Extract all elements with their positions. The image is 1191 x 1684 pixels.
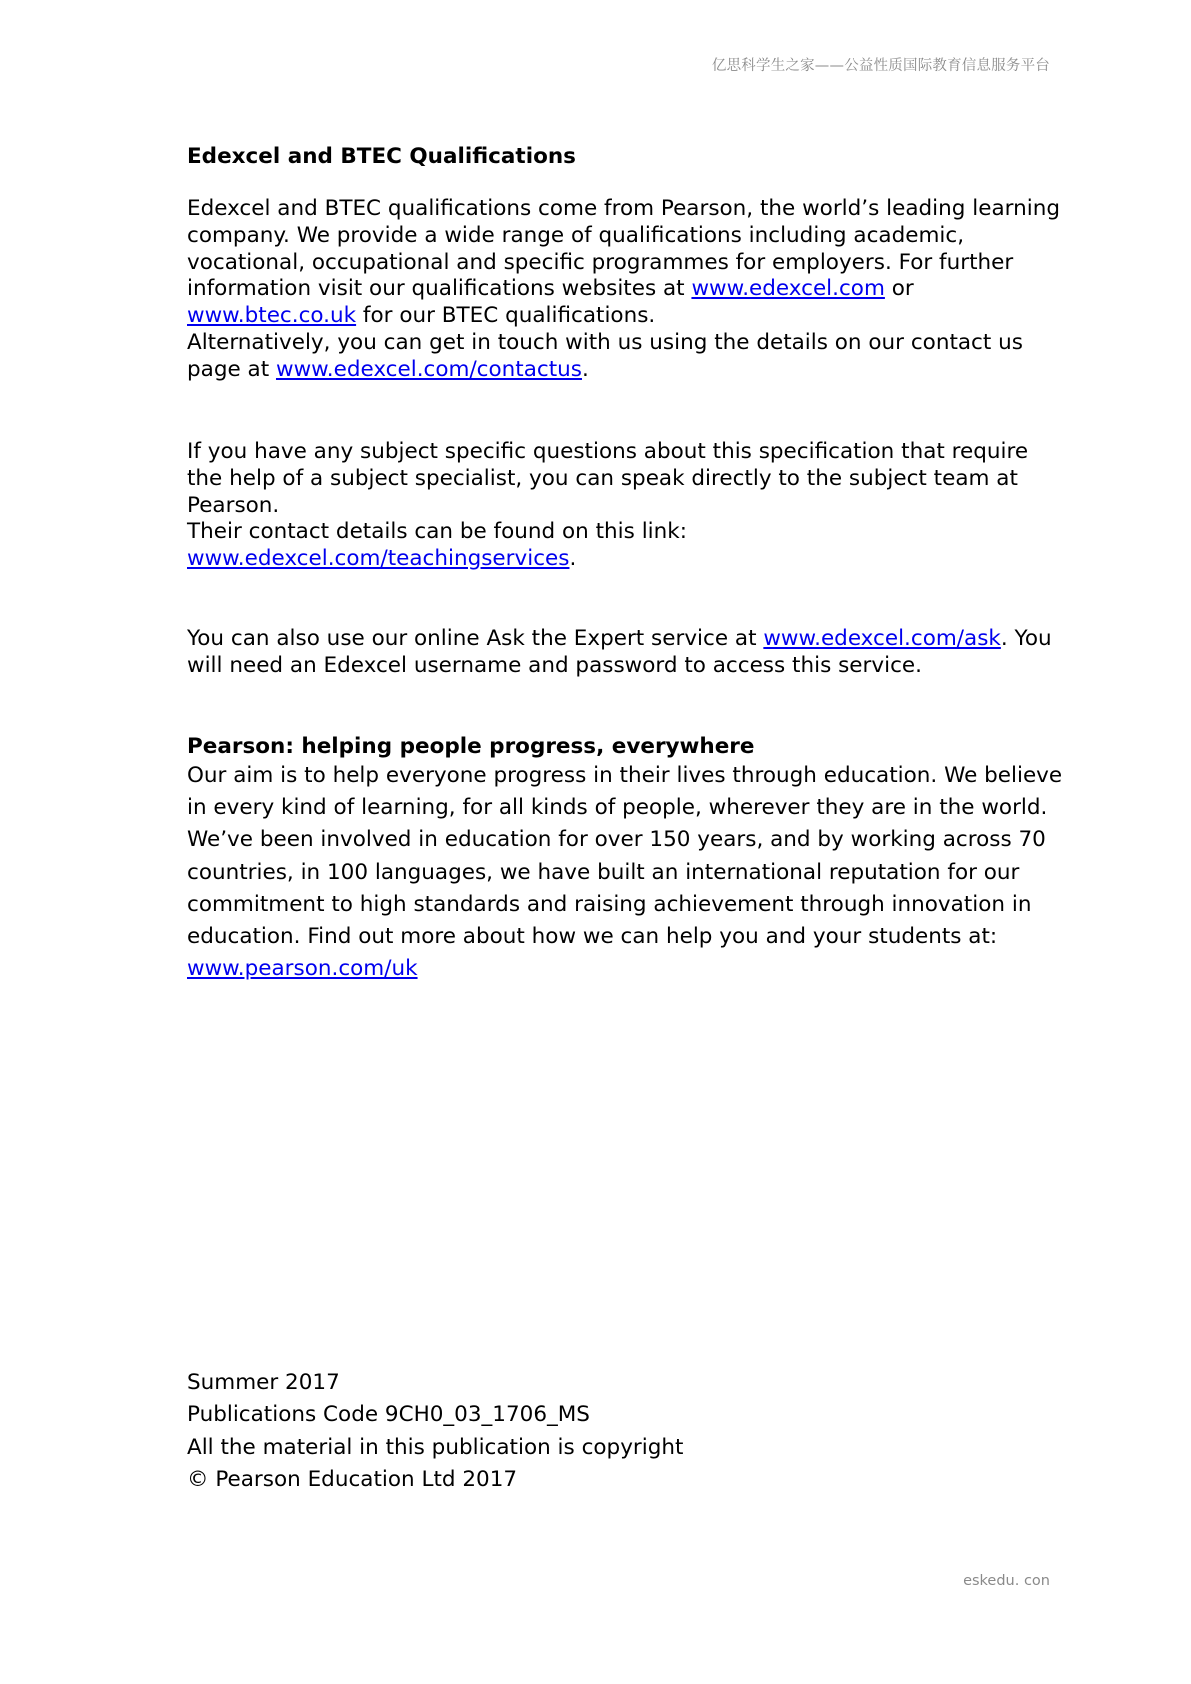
header-watermark: 亿思科学生之家——公益性质国际教育信息服务平台 [711,58,1050,74]
ask-expert-text-end: . You will need an Edexcel username and password to access this service. [187,626,1052,678]
ask-expert-link[interactable]: www.edexcel.com/ask [763,626,1001,651]
ask-expert-text: You can also use our online Ask the Expert service at [187,626,764,651]
section-heading: Edexcel and BTEC Qualifications [187,144,576,169]
contact-paragraph [187,330,1067,384]
pearson-mission-paragraph [187,760,1067,985]
contact-text-end: . [581,356,589,382]
ask-expert-paragraph [187,626,1067,680]
footer-watermark: eskedu. con [963,1573,1050,1589]
copyright-line: © Pearson Education Ltd 2017 [187,1466,518,1492]
contactus-link[interactable]: www.edexcel.com/contactus [275,356,582,382]
teaching-services-period: . [569,546,577,572]
section-edexcel-btec [187,143,576,170]
intro-text-end: for our BTEC qualifications. [356,303,656,329]
pearson-uk-link[interactable]: www.pearson.com/uk [187,956,418,982]
subject-questions-paragraph: If you have any subject specific questions about this specification that require the help of a subject specialist, you can speak directly to the subject team at Pearson. [187,439,1029,518]
contact-details-line: Their contact details can be found on this link: [187,519,687,545]
copyright-note: All the material in this publication is copyright [187,1434,684,1460]
intro-text: Edexcel and BTEC qualifications come from Pearson, the world’s leading learning company. We provide a wide range of qualifications including academic, vocational, occupational and specific programmes for employers. For further information visit our qualifications websites at [187,196,1060,302]
pearson-mission-text: Our aim is to help everyone progress in their lives through education. We believe in every kind of learning, for all kinds of people, wherever they are in the world. We’ve been involved in education for over 150 years, and by working across 70 countries, in 100 languages, we have built an international reputation for our commitment to high standards and raising achievement through innovation in education. Find out more about how we can help you and your students at: [187,763,1063,950]
intro-text-or: or [884,276,914,302]
session-label: Summer 2017 [187,1370,340,1395]
section-subject-questions [187,439,1067,573]
edexcel-website-link[interactable]: www.edexcel.com [691,276,885,302]
publication-footer [187,1367,683,1496]
pearson-heading: Pearson: helping people progress, everywhere [187,734,755,759]
btec-website-link[interactable]: www.btec.co.uk [187,303,357,329]
contact-text: Alternatively, you can get in touch with us using the details on our contact us page at [187,329,1023,382]
publication-code: Publications Code 9CH0_03_1706_MS [187,1402,590,1428]
section-ask-expert [187,626,1067,680]
section-pearson-mission [187,733,1067,985]
teaching-services-link[interactable]: www.edexcel.com/teachingservices [187,546,570,572]
section-edexcel-btec-body [187,196,1067,384]
teaching-services-line [187,546,1067,573]
intro-paragraph [187,196,1067,330]
